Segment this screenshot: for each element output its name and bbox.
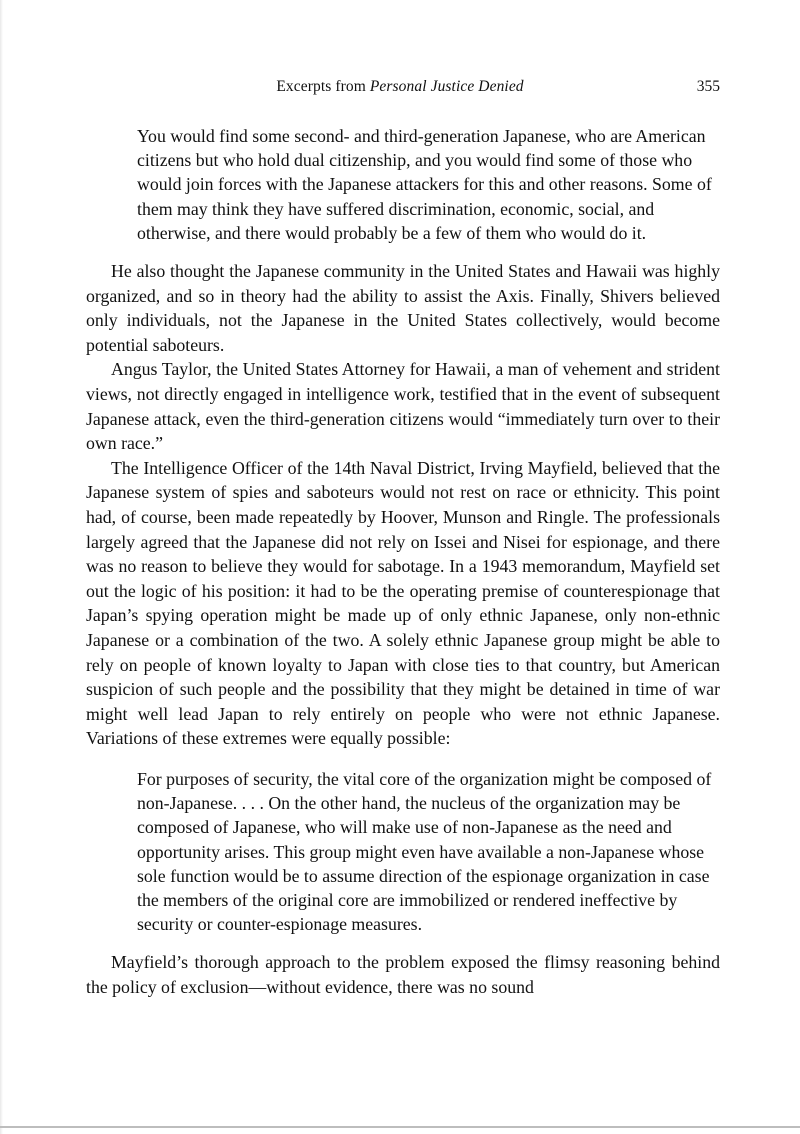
running-head-prefix: Excerpts from — [276, 78, 370, 95]
running-head-book-title: Personal Justice Denied — [369, 78, 524, 95]
page-number: 355 — [696, 78, 720, 95]
paragraph-mayfield-approach: Mayfield’s thorough approach to the problem exposed the flimsy reasoning behind the policy of exclusion—without evidence, there was no sound — [86, 952, 720, 997]
page-bottom-edge — [0, 1126, 800, 1128]
running-head — [80, 78, 720, 96]
page-edge-shadow — [0, 0, 3, 1134]
block-quote-shivers: You would find some second- and third-generation Japanese, who are American citizens but who hold dual citizenship, and you would find some of those who would join forces with the Japanese attackers for this and other reasons. Some of them may think they have suffered discrimination, economic, social, and otherwise, and there would probably be a few of them who would do it. — [137, 126, 712, 243]
paragraph-shivers-summary: He also thought the Japanese community in the United States and Hawaii was highly organized, and so in theory had the ability to assist the Axis. Finally, Shivers believed only individuals, not the Japanese in the United States collectively, would become potential saboteurs. — [86, 261, 720, 355]
body-text — [86, 124, 720, 1000]
block-quote-mayfield-memorandum: For purposes of security, the vital core of the organization might be composed of non-Japanese. . . . On the other hand, the nucleus of the organization may be composed of Japanese, who will make use of non-Japanese as the need and opportunity arises. This group might even have available a non-Japanese whose sole function would be to assume direction of the espionage organization in case the members of the original core are immobilized or rendered ineffective by security or counter-espionage measures. — [137, 768, 712, 935]
page-header — [80, 78, 720, 104]
paragraph-angus-taylor: Angus Taylor, the United States Attorney for Hawaii, a man of vehement and strident views, not directly engaged in intelligence work, testified that in the event of subsequent Japanese attack, even the third-generation citizens would “immediately turn over to their own race.” — [86, 359, 720, 454]
paragraph-irving-mayfield: The Intelligence Officer of the 14th Naval District, Irving Mayfield, believed that the Japanese system of spies and saboteurs would not rest on race or ethnicity. This point had, of course, been made repeatedly by Hoover, Munson and Ringle. The professionals largely agreed that the Japanese did not rely on Issei and Nisei for espionage, and there was no reason to believe they would for sabotage. In a 1943 memorandum, Mayfield set out the logic of his position: it had to be the operating premise of counterespionage that Japan’s spying operation might be made up of only ethnic Japanese, only non-ethnic Japanese or a combination of the two. A solely ethnic Japanese group might be able to rely on people of known loyalty to Japan with close ties to that country, but American suspicion of such people and the possibility that they might be detained in time of war might well lead Japan to rely entirely on people who were not ethnic Japanese. Variations of these extremes were equally possible: — [86, 457, 720, 749]
